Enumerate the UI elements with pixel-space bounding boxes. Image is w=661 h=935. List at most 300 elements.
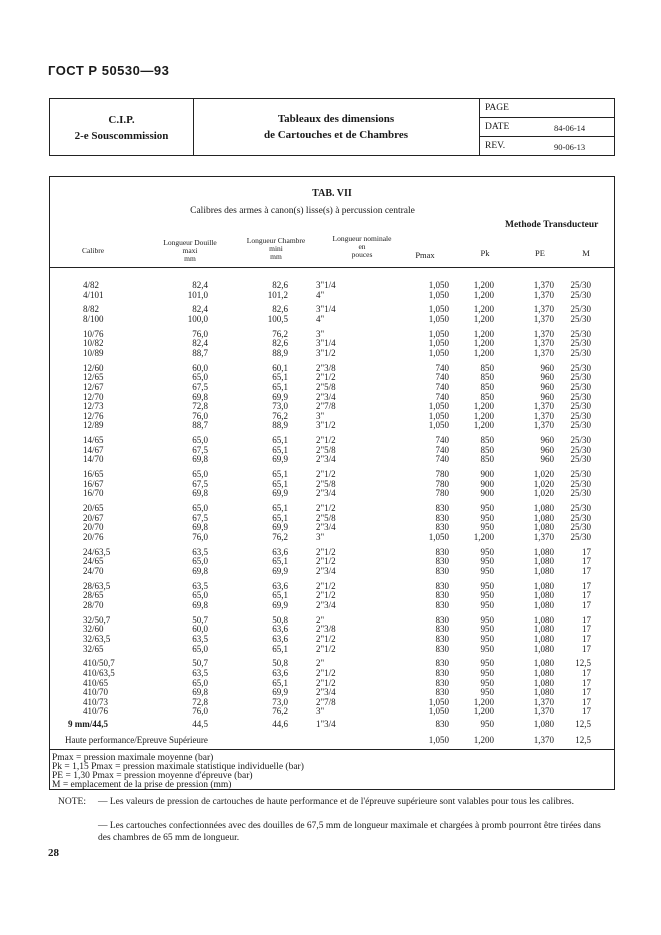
cell-longueur-chambre: 44,6	[272, 719, 288, 730]
cell-pmax: 830	[435, 546, 449, 557]
cell-longueur-nominale: 3"1/4	[316, 338, 336, 349]
org-subcommission: 2-e Souscommission	[74, 130, 169, 142]
cell-longueur-chambre: 88,9	[272, 420, 288, 431]
cell-m: 25/30	[570, 372, 591, 383]
cell-pk: 1,200	[473, 420, 494, 431]
cell-pe: 1,080	[533, 522, 554, 533]
rev-row	[479, 137, 614, 155]
hdr-lc-2: mini	[269, 244, 283, 253]
cell-longueur-douille: 82,4	[192, 280, 208, 290]
cell-longueur-chambre: 65,1	[272, 382, 288, 392]
cell-longueur-nominale: 2"5/8	[316, 382, 336, 392]
table-title: TAB. VII	[312, 188, 352, 199]
cell-calibre: 10/82	[83, 338, 104, 349]
table-row	[50, 707, 614, 717]
table-row	[50, 567, 614, 577]
cell-m: 25/30	[570, 503, 591, 514]
cell-longueur-chambre: 69,9	[272, 600, 288, 610]
cell-longueur-douille: 69,8	[192, 488, 208, 499]
cell-pmax: 740	[435, 454, 449, 465]
cell-m: 25/30	[570, 382, 591, 392]
cell-longueur-douille: 69,8	[192, 687, 208, 698]
cell-calibre: 28/70	[83, 600, 104, 610]
cell-m: 17	[582, 677, 591, 688]
cell-pk: 850	[480, 372, 494, 383]
cell-longueur-nominale: 2"3/4	[316, 454, 336, 465]
cell-longueur-douille: 63,5	[192, 580, 208, 591]
cell-pe: 1,370	[533, 696, 554, 707]
cell-longueur-nominale: 2"3/4	[316, 566, 336, 576]
cell-m: 25/30	[570, 401, 591, 412]
hdr-pe: PE	[535, 248, 545, 258]
cell-m: 25/30	[570, 444, 591, 455]
title-line-1: Tableaux des dimensions	[277, 113, 395, 125]
cell-longueur-nominale: 2"1/2	[316, 677, 336, 688]
header-meta	[479, 99, 614, 155]
cell-calibre: 16/70	[83, 488, 104, 499]
cell-longueur-nominale: 2"3/4	[316, 687, 336, 698]
cell-pe: 1,370	[533, 314, 554, 324]
table-row	[50, 291, 614, 301]
cell-pk: 950	[480, 566, 494, 576]
cell-longueur-chambre: 76,2	[272, 706, 288, 717]
table-row	[50, 489, 614, 499]
note-item-1: — Les valeurs de pression de cartouches de haute performance et de l'épreuve supérieure sont valables pour tous les calibres.	[98, 797, 575, 807]
cell-pe: 1,370	[533, 706, 554, 717]
cell-longueur-nominale: 3"	[316, 328, 325, 339]
cell-longueur-douille: 65,0	[192, 556, 208, 567]
cell-m: 25/30	[570, 338, 591, 349]
cell-label: Haute performance/Epreuve Supérieure	[65, 735, 208, 746]
cell-m: 25/30	[570, 348, 591, 358]
cell-pe: 1,370	[533, 410, 554, 421]
cell-pmax: 780	[435, 488, 449, 499]
table-row	[50, 455, 614, 465]
cell-longueur-nominale: 4"	[316, 314, 325, 324]
date-row	[479, 118, 614, 137]
cell-pmax: 830	[435, 590, 449, 601]
cell-calibre: 8/100	[83, 314, 104, 324]
cell-pk: 950	[480, 546, 494, 557]
cell-longueur-nominale: 3"	[316, 410, 325, 421]
cell-pmax: 1,050	[428, 532, 449, 542]
table-row	[50, 349, 614, 359]
cell-longueur-nominale: 2"	[316, 614, 325, 625]
cell-pmax: 830	[435, 522, 449, 533]
document-code: ГОСТ Р 50530—93	[48, 63, 170, 78]
cell-calibre: 32/63,5	[83, 634, 111, 644]
cell-pmax: 830	[435, 600, 449, 610]
cell-calibre: 10/89	[83, 348, 104, 358]
cell-calibre: 410/65	[83, 677, 109, 688]
cell-pk: 1,200	[473, 348, 494, 358]
cell-longueur-nominale: 2"5/8	[316, 512, 336, 523]
cell-m: 12,5	[575, 719, 591, 730]
cell-pk: 950	[480, 503, 494, 514]
cell-pe: 1,080	[533, 566, 554, 576]
cell-longueur-nominale: 2"1/2	[316, 668, 336, 678]
cell-longueur-chambre: 73,0	[272, 696, 288, 707]
cell-longueur-douille: 63,5	[192, 546, 208, 557]
cell-longueur-nominale: 3"	[316, 706, 325, 717]
cell-pe: 1,370	[533, 420, 554, 431]
cell-longueur-douille: 65,0	[192, 677, 208, 688]
cell-m: 17	[582, 643, 591, 654]
cell-pk: 1,200	[473, 696, 494, 707]
page-row	[479, 99, 614, 118]
cell-pmax: 830	[435, 614, 449, 625]
cell-pe: 1,080	[533, 556, 554, 567]
cell-longueur-douille: 50,7	[192, 614, 208, 625]
cell-pmax: 1,050	[428, 420, 449, 431]
cell-longueur-nominale: 2"1/2	[316, 590, 336, 601]
cell-longueur-nominale: 2"1/2	[316, 580, 336, 591]
cell-longueur-douille: 67,5	[192, 444, 208, 455]
cell-pmax: 830	[435, 580, 449, 591]
cell-calibre: 28/65	[83, 590, 104, 601]
cell-pk: 950	[480, 719, 494, 730]
col-header-longueur-chambre	[235, 237, 317, 261]
cell-pk: 950	[480, 580, 494, 591]
cell-calibre: 14/70	[83, 454, 104, 465]
cell-pk: 1,200	[473, 304, 494, 315]
cell-longueur-chambre: 63,6	[272, 634, 288, 644]
cell-calibre: 410/73	[83, 696, 109, 707]
cell-m: 17	[582, 687, 591, 698]
cell-longueur-chambre: 65,1	[272, 503, 288, 514]
hdr-ln-3: pouces	[351, 250, 373, 259]
cell-calibre: 9 mm/44,5	[68, 719, 108, 730]
table-row	[50, 523, 614, 533]
cell-pk: 1,200	[473, 338, 494, 349]
cell-pe: 1,370	[533, 338, 554, 349]
cell-m: 25/30	[570, 304, 591, 315]
table-row	[50, 533, 614, 543]
cell-longueur-nominale: 2"1/2	[316, 643, 336, 654]
cell-pk: 950	[480, 643, 494, 654]
cell-m: 25/30	[570, 488, 591, 499]
cell-longueur-chambre: 69,9	[272, 566, 288, 576]
cell-longueur-douille: 44,5	[192, 719, 208, 730]
cell-longueur-douille: 69,8	[192, 600, 208, 610]
title-line-2: de Cartouches et de Chambres	[263, 129, 408, 141]
cell-calibre: 32/60	[83, 624, 104, 635]
cell-calibre: 12/67	[83, 382, 104, 392]
col-header-pmax	[405, 251, 445, 259]
cell-pmax: 780	[435, 478, 449, 489]
cell-longueur-chambre: 100,5	[267, 314, 288, 324]
cell-longueur-douille: 88,7	[192, 420, 208, 431]
cell-longueur-nominale: 2"3/4	[316, 391, 336, 402]
cell-pmax: 830	[435, 512, 449, 523]
cell-pmax: 740	[435, 372, 449, 383]
cell-calibre: 12/89	[83, 420, 104, 431]
cell-longueur-chambre: 76,2	[272, 532, 288, 542]
cell-pmax: 830	[435, 719, 449, 730]
cell-m: 25/30	[570, 478, 591, 489]
cell-longueur-douille: 65,0	[192, 503, 208, 514]
cell-longueur-douille: 100,0	[187, 314, 208, 324]
cell-pe: 1,080	[533, 614, 554, 625]
cell-pe: 960	[540, 391, 554, 402]
cell-calibre: 20/76	[83, 532, 104, 542]
cell-pe: 1,080	[533, 546, 554, 557]
cell-m: 25/30	[570, 420, 591, 431]
cell-calibre: 24/63,5	[83, 546, 111, 557]
cell-longueur-nominale: 3"1/2	[316, 348, 336, 358]
cell-longueur-douille: 65,0	[192, 643, 208, 654]
cell-pe: 1,080	[533, 677, 554, 688]
legend-pe: PE = 1,30 Pmax = pression moyenne d'épreuve (bar)	[52, 771, 253, 781]
cell-pk: 950	[480, 677, 494, 688]
cell-pk: 1,200	[473, 532, 494, 542]
dimensions-table	[49, 176, 615, 790]
cell-pe: 960	[540, 382, 554, 392]
cell-pk: 950	[480, 687, 494, 698]
cell-longueur-chambre: 65,1	[272, 372, 288, 383]
cell-m: 25/30	[570, 328, 591, 339]
col-header-longueur-nominale	[321, 235, 403, 259]
cell-pk: 1,200	[473, 328, 494, 339]
cell-m: 17	[582, 624, 591, 635]
cell-calibre: 410/76	[83, 706, 109, 717]
cell-longueur-chambre: 65,1	[272, 435, 288, 446]
cell-m: 12,5	[575, 658, 591, 669]
cell-longueur-nominale: 2"1/2	[316, 435, 336, 446]
cell-longueur-douille: 63,5	[192, 668, 208, 678]
cell-pe: 1,080	[533, 719, 554, 730]
cell-longueur-douille: 69,8	[192, 522, 208, 533]
cell-pmax: 1,050	[428, 401, 449, 412]
note-label: NOTE:	[58, 797, 86, 807]
cell-pk: 950	[480, 522, 494, 533]
cell-longueur-chambre: 65,1	[272, 643, 288, 654]
cell-pmax: 1,050	[428, 280, 449, 290]
cell-calibre: 14/65	[83, 435, 104, 446]
hdr-m: M	[582, 248, 590, 258]
cell-pmax: 1,050	[428, 410, 449, 421]
cell-pmax: 1,050	[428, 706, 449, 717]
cell-pe: 1,080	[533, 512, 554, 523]
header-box	[49, 98, 615, 156]
cell-pe: 1,080	[533, 634, 554, 644]
cell-pk: 950	[480, 614, 494, 625]
cell-longueur-nominale: 2"1/2	[316, 372, 336, 383]
cell-pk: 1,200	[473, 410, 494, 421]
cell-pk: 850	[480, 382, 494, 392]
cell-pe: 1,370	[533, 304, 554, 315]
cell-longueur-douille: 82,4	[192, 338, 208, 349]
cell-pk: 900	[480, 469, 494, 480]
cell-longueur-douille: 76,0	[192, 532, 208, 542]
cell-pmax: 830	[435, 566, 449, 576]
cell-longueur-nominale: 2"3/4	[316, 600, 336, 610]
cell-pe: 1,080	[533, 624, 554, 635]
cell-pe: 1,370	[533, 289, 554, 300]
cell-longueur-chambre: 69,9	[272, 391, 288, 402]
cell-pmax: 1,050	[428, 348, 449, 358]
cell-longueur-chambre: 69,9	[272, 522, 288, 533]
cell-longueur-chambre: 69,9	[272, 687, 288, 698]
cell-calibre: 10/76	[83, 328, 104, 339]
cell-calibre: 410/50,7	[83, 658, 115, 669]
legend-m: M = emplacement de la prise de pression (mm)	[52, 780, 232, 790]
cell-longueur-chambre: 69,9	[272, 488, 288, 499]
cell-m: 17	[582, 580, 591, 591]
cell-calibre: 20/65	[83, 503, 104, 514]
cell-longueur-douille: 88,7	[192, 348, 208, 358]
cell-longueur-chambre: 60,1	[272, 362, 288, 373]
cell-calibre: 8/82	[83, 304, 100, 315]
cell-m: 25/30	[570, 522, 591, 533]
header-organization	[50, 99, 194, 155]
cell-longueur-douille: 76,0	[192, 410, 208, 421]
cell-pmax: 830	[435, 634, 449, 644]
cell-longueur-nominale: 2"5/8	[316, 444, 336, 455]
cell-longueur-chambre: 65,1	[272, 677, 288, 688]
cell-longueur-chambre: 76,2	[272, 328, 288, 339]
cell-pe: 960	[540, 435, 554, 446]
cell-m: 17	[582, 668, 591, 678]
col-header-pk	[465, 249, 505, 257]
hdr-lc-3: mm	[270, 252, 282, 261]
table-row	[50, 645, 614, 655]
cell-longueur-douille: 65,0	[192, 372, 208, 383]
cell-pe: 960	[540, 372, 554, 383]
cell-longueur-douille: 82,4	[192, 304, 208, 315]
cell-m: 17	[582, 614, 591, 625]
cell-longueur-chambre: 50,8	[272, 658, 288, 669]
cell-longueur-chambre: 63,6	[272, 580, 288, 591]
date-label: DATE	[485, 122, 510, 132]
cell-longueur-chambre: 50,8	[272, 614, 288, 625]
cell-calibre: 12/73	[83, 401, 104, 412]
cell-longueur-douille: 69,8	[192, 391, 208, 402]
cell-m: 25/30	[570, 391, 591, 402]
cell-pmax: 740	[435, 435, 449, 446]
table-row-haute-performance	[50, 736, 614, 746]
cell-longueur-nominale: 1"3/4	[316, 719, 336, 730]
cell-longueur-chambre: 65,1	[272, 478, 288, 489]
cell-longueur-douille: 76,0	[192, 706, 208, 717]
cell-pmax: 1,050	[428, 735, 449, 746]
cell-pk: 950	[480, 658, 494, 669]
col-header-m	[566, 249, 606, 257]
cell-pk: 950	[480, 624, 494, 635]
cell-longueur-chambre: 88,9	[272, 348, 288, 358]
cell-pk: 1,200	[473, 706, 494, 717]
cell-longueur-douille: 101,0	[187, 289, 208, 300]
cell-pe: 1,080	[533, 590, 554, 601]
cell-m: 25/30	[570, 435, 591, 446]
cell-longueur-nominale: 2"7/8	[316, 401, 336, 412]
cell-m: 25/30	[570, 512, 591, 523]
cell-longueur-chambre: 63,6	[272, 546, 288, 557]
hdr-ld-3: mm	[184, 254, 196, 263]
cell-longueur-chambre: 65,1	[272, 590, 288, 601]
cell-calibre: 410/70	[83, 687, 109, 698]
cell-m: 17	[582, 696, 591, 707]
hdr-ld-2: maxi	[182, 246, 198, 255]
cell-longueur-douille: 72,8	[192, 401, 208, 412]
cell-pmax: 740	[435, 391, 449, 402]
cell-longueur-chambre: 63,6	[272, 624, 288, 635]
cell-pk: 850	[480, 391, 494, 402]
method-label: Methode Transducteur	[505, 220, 599, 230]
cell-longueur-douille: 60,0	[192, 624, 208, 635]
cell-calibre: 16/65	[83, 469, 104, 480]
cell-pk: 850	[480, 435, 494, 446]
cell-calibre: 20/67	[83, 512, 104, 523]
cell-pe: 960	[540, 362, 554, 373]
cell-longueur-nominale: 2"3/8	[316, 362, 336, 373]
cell-longueur-nominale: 2"7/8	[316, 696, 336, 707]
cell-pmax: 830	[435, 624, 449, 635]
cell-m: 17	[582, 706, 591, 717]
cell-pmax: 830	[435, 658, 449, 669]
hdr-pmax: Pmax	[415, 250, 435, 260]
cell-pk: 850	[480, 454, 494, 465]
cell-pk: 900	[480, 488, 494, 499]
cell-calibre: 28/63,5	[83, 580, 111, 591]
cell-longueur-chambre: 65,1	[272, 512, 288, 523]
cell-pmax: 1,050	[428, 328, 449, 339]
cell-pmax: 1,050	[428, 304, 449, 315]
org-name: C.I.P.	[108, 114, 135, 126]
cell-m: 17	[582, 600, 591, 610]
cell-pe: 1,080	[533, 687, 554, 698]
cell-calibre: 32/65	[83, 643, 104, 654]
cell-pe: 960	[540, 444, 554, 455]
cell-longueur-nominale: 2"3/8	[316, 624, 336, 635]
cell-pk: 950	[480, 590, 494, 601]
col-header-longueur-douille	[150, 239, 230, 263]
cell-calibre: 12/60	[83, 362, 104, 373]
cell-calibre: 24/65	[83, 556, 104, 567]
cell-longueur-douille: 65,0	[192, 590, 208, 601]
cell-calibre: 24/70	[83, 566, 104, 576]
cell-pmax: 830	[435, 668, 449, 678]
cell-pe: 1,080	[533, 600, 554, 610]
cell-pmax: 740	[435, 444, 449, 455]
cell-pmax: 740	[435, 362, 449, 373]
cell-pmax: 1,050	[428, 338, 449, 349]
cell-pmax: 830	[435, 556, 449, 567]
cell-longueur-chambre: 69,9	[272, 454, 288, 465]
cell-m: 17	[582, 546, 591, 557]
cell-longueur-douille: 67,5	[192, 478, 208, 489]
cell-pk: 1,200	[473, 280, 494, 290]
cell-longueur-nominale: 2"3/4	[316, 488, 336, 499]
cell-pe: 1,080	[533, 658, 554, 669]
table-row-special	[50, 720, 614, 730]
cell-pe: 1,370	[533, 280, 554, 290]
cell-pmax: 830	[435, 643, 449, 654]
cell-pe: 1,080	[533, 503, 554, 514]
cell-longueur-douille: 69,8	[192, 566, 208, 576]
cell-pk: 850	[480, 362, 494, 373]
cell-m: 25/30	[570, 469, 591, 480]
cell-longueur-chambre: 65,1	[272, 444, 288, 455]
cell-longueur-douille: 69,8	[192, 454, 208, 465]
cell-longueur-nominale: 2"	[316, 658, 325, 669]
cell-pk: 1,200	[473, 401, 494, 412]
cell-longueur-douille: 67,5	[192, 512, 208, 523]
table-row	[50, 421, 614, 431]
cell-pe: 1,020	[533, 488, 554, 499]
cell-longueur-nominale: 2"1/2	[316, 556, 336, 567]
cell-longueur-douille: 63,5	[192, 634, 208, 644]
